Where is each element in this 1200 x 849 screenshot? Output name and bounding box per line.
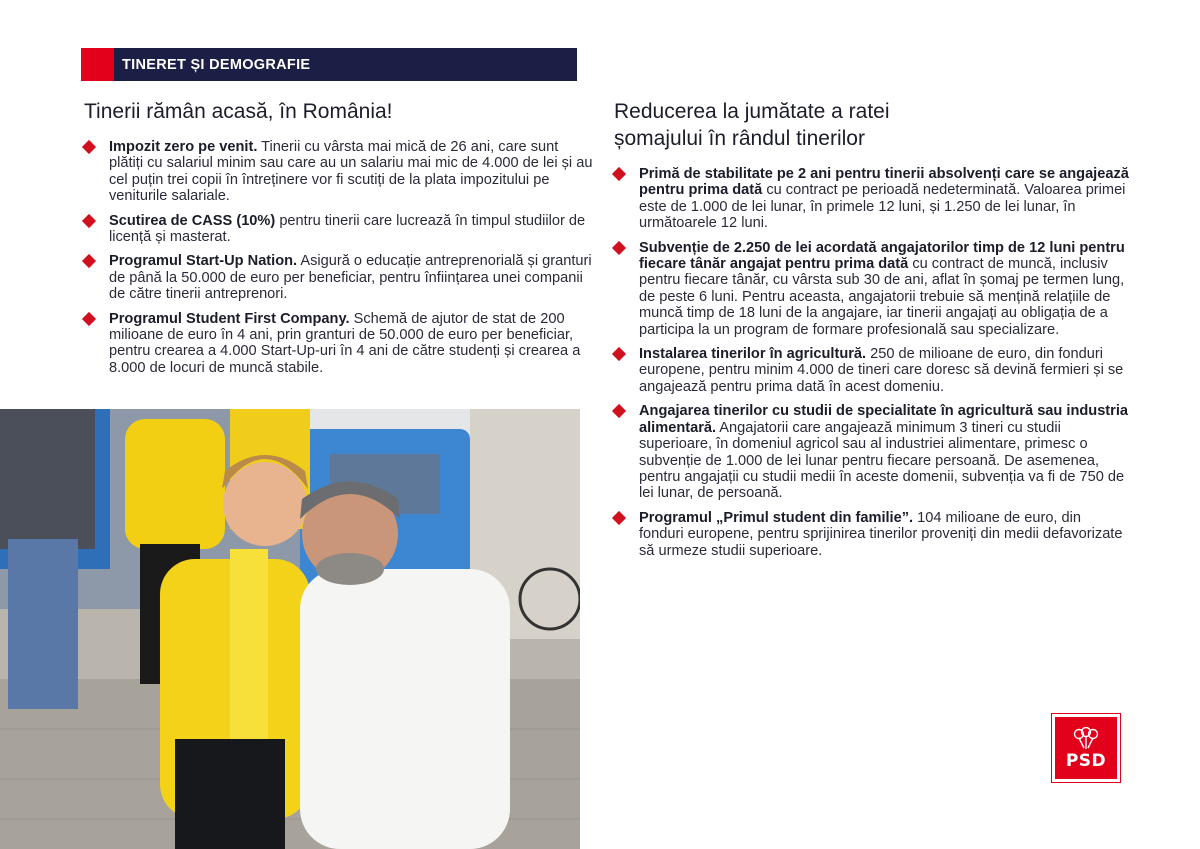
diamond-bullet-icon	[82, 214, 96, 228]
list-item: Primă de stabilitate pe 2 ani pentru tinerii absolvenți care se angajează pentru prima dată cu contract pe perioadă nedeterminată. Valoarea primei este de 1.000 de lei lunar, în primele 12 luni, și 1.250 de lei lunar, în următoarele 12 luni.	[614, 166, 1129, 232]
list-item: Instalarea tinerilor în agricultură. 250 de milioane de euro, din fonduri europene, pentru minim 4.000 de tineri care doresc să devină fermieri și se angajează pentru prima dată în acest domeniu.	[614, 346, 1129, 395]
campaign-photo-illustration	[0, 409, 580, 849]
left-column-title: Tinerii rămân acasă, în România!	[84, 100, 393, 123]
list-item: Impozit zero pe venit. Tinerii cu vârsta mai mică de 26 ani, care sunt plătiți cu salariul minim sau care au un salariu mai mic de 4.000 de lei și au cel puțin trei copii în întreținere vor fi scutiți de la plata impozitului pe veniturile salariale.	[84, 139, 594, 205]
section-title: TINERET ȘI DEMOGRAFIE	[114, 48, 577, 81]
right-column	[614, 98, 1129, 567]
right-bullet-list	[614, 166, 1129, 559]
roses-icon	[1069, 727, 1103, 751]
banner-accent-block	[81, 48, 114, 81]
diamond-bullet-icon	[82, 254, 96, 268]
list-item: Programul „Primul student din familie”. 104 milioane de euro, din fonduri europene, pentru sprijinirea tinerilor proveniți din medii defavorizate să urmeze studii superioare.	[614, 510, 1129, 559]
diamond-bullet-icon	[612, 167, 626, 181]
list-item: Scutirea de CASS (10%) pentru tinerii care lucrează în timpul studiilor de licență și masterat.	[84, 213, 594, 246]
diamond-bullet-icon	[82, 140, 96, 154]
right-column-title: Reducerea la jumătate a ratei șomajului în rândul tinerilor	[614, 100, 890, 150]
list-item: Angajarea tinerilor cu studii de specialitate în agricultură sau industria alimentară. Angajatorii care angajează minimum 3 tineri cu studii superioare, în domeniul agricol sau al industriei alimentare, primesc o subvenție de 1.000 de lei lunar pentru fiecare persoană. De asemenea, pentru angajații cu studii medii în aceste domenii, subvenția va fi de 750 de lei lunar, de persoană.	[614, 403, 1129, 501]
diamond-bullet-icon	[612, 347, 626, 361]
diamond-bullet-icon	[612, 511, 626, 525]
diamond-bullet-icon	[612, 241, 626, 255]
list-item: Programul Start-Up Nation. Asigură o educație antreprenorială și granturi de până la 50.000 de euro per beneficiar, pentru înființarea unei companii de către tinerii antreprenori.	[84, 253, 594, 302]
list-item: Subvenție de 2.250 de lei acordată angajatorilor timp de 12 luni pentru fiecare tânăr angajat pentru prima dată cu contract de muncă, inclusiv pentru fiecare tânăr, cu vârsta sub 30 de ani, aflat în șomaj pe termen lung, de peste 6 luni. Pentru aceasta, angajatorii trebuie să mențină relațiile de muncă timp de 18 luni de la angajare, iar tinerii angajați au obligația de a participa la un program de formare profesională sau specializare.	[614, 240, 1129, 338]
left-bullet-list	[84, 139, 594, 376]
psd-logo	[1052, 714, 1120, 782]
diamond-bullet-icon	[612, 404, 626, 418]
diamond-bullet-icon	[82, 312, 96, 326]
left-column	[84, 98, 594, 384]
list-item: Programul Student First Company. Schemă de ajutor de stat de 200 milioane de euro în 4 ani, prin granturi de 50.000 de euro per beneficiar, pentru crearea a 4.000 Start-Up-uri în 4 ani de către studenți și crearea a 8.000 de locuri de muncă stabile.	[84, 311, 594, 377]
campaign-photo	[0, 409, 580, 849]
section-banner	[81, 48, 577, 81]
psd-logo-text: PSD	[1065, 751, 1107, 771]
